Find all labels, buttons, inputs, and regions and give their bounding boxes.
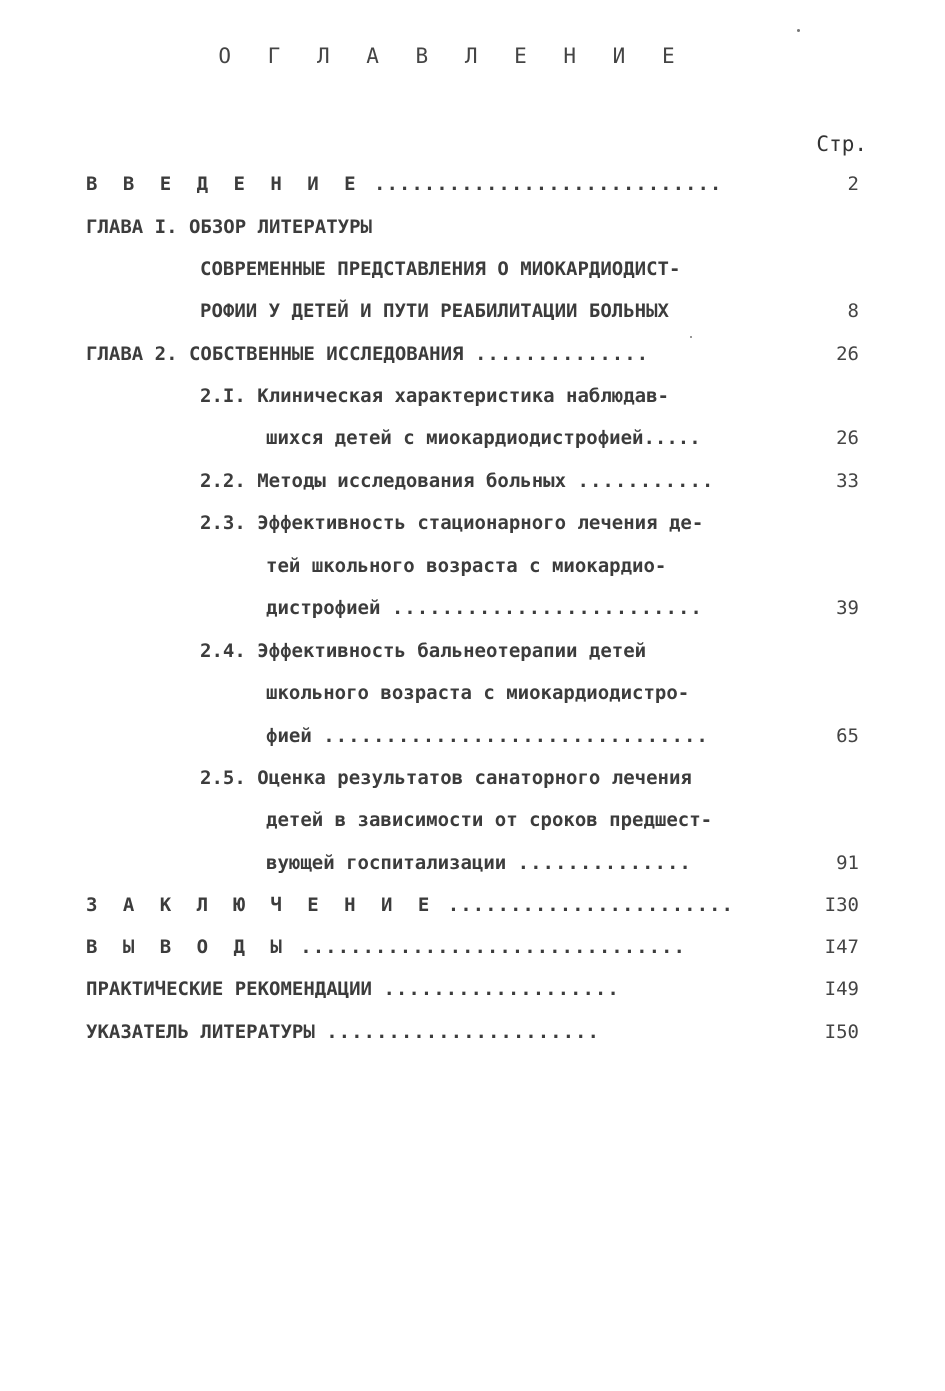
toc-entry-text: вующей госпитализации <box>266 852 507 874</box>
toc-entry-section-2-1 <box>200 379 780 413</box>
page-column-header: Стр. <box>816 132 867 156</box>
toc-entry-text: 2.4. Эффективность бальнеотерапии детей <box>200 640 647 662</box>
toc-entry-text: РОФИИ У ДЕТЕЙ И ПУТИ РЕАБИЛИТАЦИИ БОЛЬНЫХ <box>200 300 669 322</box>
toc-entry-text: 2.3. Эффективность стационарного лечения де- <box>200 512 704 534</box>
toc-entry-text: З А К Л Ю Ч Е Н И Е <box>86 894 437 916</box>
toc-entry-text: СОВРЕМЕННЫЕ ПРЕДСТАВЛЕНИЯ О МИОКАРДИОДИСТ- <box>200 258 681 280</box>
toc-page-number: 8 <box>847 300 859 322</box>
toc-page-number: I47 <box>824 936 859 958</box>
toc-entry-text: 2.5. Оценка результатов санаторного лечения <box>200 767 692 789</box>
toc-entry-section-2-3-cont <box>266 549 776 583</box>
toc-entry-introduction <box>86 167 766 201</box>
toc-page-number: 39 <box>836 597 859 619</box>
toc-entry-findings <box>86 930 766 964</box>
toc-entry-text: 2.2. Методы исследования больных <box>200 470 567 492</box>
toc-entry-text: шихся детей с миокардиодистрофией..... <box>266 427 701 449</box>
toc-entry-text: детей в зависимости от сроков предшест- <box>266 809 713 831</box>
toc-page-number: I30 <box>824 894 859 916</box>
toc-entry-section-2-4 <box>200 634 780 668</box>
toc-leader-dots: .............. <box>517 852 692 874</box>
toc-entry-text: ГЛАВА 2. СОБСТВЕННЫЕ ИССЛЕДОВАНИЯ <box>86 343 464 365</box>
toc-entry-section-2-5-end <box>266 846 766 880</box>
toc-entry-chapter-1-subtitle-cont <box>200 294 780 328</box>
toc-page-number: 2 <box>847 173 859 195</box>
toc-page-number: I49 <box>824 978 859 1000</box>
toc-entry-section-2-5-cont <box>266 803 776 837</box>
toc-entry-text: 2.I. Клиническая характеристика наблюдав- <box>200 385 669 407</box>
toc-leader-dots: ................... <box>383 978 620 1000</box>
page-title: О Г Л А В Л Е Н И Е <box>218 44 687 68</box>
toc-page-number: 33 <box>836 470 859 492</box>
toc-entry-text: В Ы В О Д Ы <box>86 936 289 958</box>
toc-page-number: 65 <box>836 725 859 747</box>
toc-leader-dots: .............. <box>474 343 650 365</box>
toc-page-number: 26 <box>836 427 859 449</box>
toc-entry-section-2-3-end <box>266 591 766 625</box>
paper-speck <box>797 29 800 32</box>
toc-entry-section-2-5 <box>200 761 780 795</box>
toc-leader-dots: ....................... <box>447 894 734 916</box>
toc-entry-text: В В Е Д Е Н И Е <box>86 173 363 195</box>
toc-leader-dots: ........... <box>577 470 715 492</box>
toc-entry-section-2-3 <box>200 506 780 540</box>
toc-page-number: I50 <box>824 1021 859 1043</box>
toc-leader-dots: ............................... <box>300 936 686 958</box>
toc-leader-dots: ............................ <box>374 173 723 195</box>
toc-page-number: 26 <box>836 343 859 365</box>
toc-leader-dots: ............................... <box>323 725 709 747</box>
toc-entry-section-2-4-cont <box>266 676 776 710</box>
toc-entry-chapter-1 <box>86 210 766 244</box>
toc-entry-text: дистрофией <box>266 597 381 619</box>
toc-entry-section-2-2 <box>200 464 766 498</box>
toc-entry-section-2-4-end <box>266 719 766 753</box>
toc-entry-conclusion <box>86 888 766 922</box>
toc-leader-dots: ...................... <box>326 1021 600 1043</box>
toc-page-number: 91 <box>836 852 859 874</box>
toc-entry-recommendations <box>86 972 766 1006</box>
toc-entry-section-2-1-cont <box>266 421 766 455</box>
toc-entry-text: тей школьного возраста с миокардио- <box>266 555 667 577</box>
toc-entry-text: школьного возраста с миокардиодистро- <box>266 682 690 704</box>
toc-entry-chapter-2 <box>86 337 766 371</box>
toc-leader-dots: ......................... <box>391 597 703 619</box>
toc-entry-text: ГЛАВА I. ОБЗОР ЛИТЕРАТУРЫ <box>86 216 372 238</box>
toc-entry-references <box>86 1015 766 1049</box>
toc-entry-text: фией <box>266 725 312 747</box>
toc-entry-chapter-1-subtitle <box>200 252 780 286</box>
toc-entry-text: ПРАКТИЧЕСКИЕ РЕКОМЕНДАЦИИ <box>86 978 372 1000</box>
toc-entry-text: УКАЗАТЕЛЬ ЛИТЕРАТУРЫ <box>86 1021 315 1043</box>
